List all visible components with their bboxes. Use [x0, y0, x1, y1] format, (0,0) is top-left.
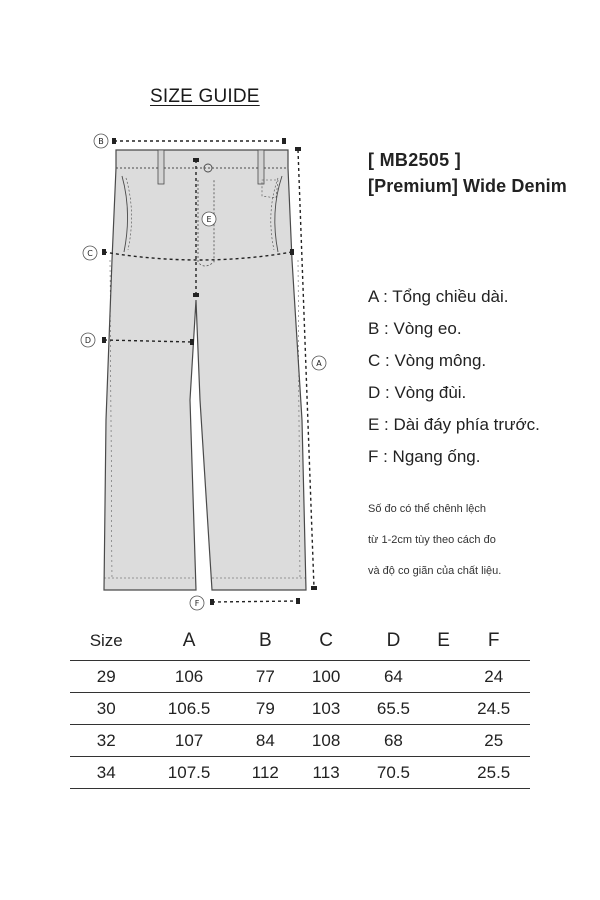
legend-item-a: A : Tổng chiều dài.	[368, 287, 509, 306]
cell-a: 106	[142, 661, 235, 693]
cell-b: 79	[236, 693, 295, 725]
cell-d: 65.5	[357, 693, 429, 725]
legend-item-b: B : Vòng eo.	[368, 319, 462, 338]
product-name: [Premium] Wide Denim	[368, 176, 567, 196]
cell-a: 106.5	[142, 693, 235, 725]
marker-a: A	[316, 359, 322, 368]
cell-e	[430, 661, 458, 693]
legend-item-d: D : Vòng đùi.	[368, 383, 467, 402]
cell-f: 24.5	[457, 693, 530, 725]
header-e: E	[437, 630, 450, 651]
cell-f: 25.5	[457, 757, 530, 789]
cell-f: 25	[457, 725, 530, 757]
cell-b: 112	[236, 757, 295, 789]
measure-f	[190, 596, 300, 610]
table-row	[70, 725, 530, 757]
header-f: F	[487, 630, 500, 651]
legend-item-f: F : Ngang ống.	[368, 447, 481, 466]
table-row	[70, 757, 530, 789]
marker-b: B	[98, 137, 104, 146]
cell-a: 107.5	[142, 757, 235, 789]
cell-size: 29	[70, 661, 142, 693]
cell-e	[430, 693, 458, 725]
cell-c: 100	[295, 661, 357, 693]
header-size: Size	[89, 631, 123, 650]
cell-c: 113	[295, 757, 357, 789]
cell-size: 30	[70, 693, 142, 725]
cell-b: 84	[236, 725, 295, 757]
header-c: C	[319, 630, 333, 651]
cell-e	[430, 757, 458, 789]
cell-a: 107	[142, 725, 235, 757]
note-line: Số đo có thể chênh lệch	[368, 503, 487, 515]
cell-size: 32	[70, 725, 142, 757]
cell-f: 24	[457, 661, 530, 693]
cell-d: 64	[357, 661, 429, 693]
marker-d: D	[84, 336, 92, 345]
header-a: A	[182, 630, 196, 651]
cell-d: 68	[357, 725, 429, 757]
cell-c: 108	[295, 725, 357, 757]
cell-size: 34	[70, 757, 142, 789]
cell-c: 103	[295, 693, 357, 725]
table-row	[70, 661, 530, 693]
cell-b: 77	[236, 661, 295, 693]
page-title: SIZE GUIDE	[150, 86, 260, 107]
marker-e: E	[206, 215, 212, 224]
table-header-row	[70, 622, 530, 661]
note-line: từ 1-2cm tùy theo cách đo	[368, 534, 496, 546]
product-code: [ MB2505 ]	[368, 150, 462, 170]
legend-item-c: C : Vòng mông.	[368, 351, 487, 370]
note-line: và độ co giãn của chất liệu.	[368, 565, 502, 577]
cell-d: 70.5	[357, 757, 429, 789]
measurement-note	[368, 502, 501, 595]
marker-f: F	[194, 599, 200, 608]
table-row	[70, 693, 530, 725]
legend-item-e: E : Dài đáy phía trước.	[368, 415, 540, 434]
measure-b	[94, 134, 286, 148]
header-b: B	[259, 630, 272, 651]
cell-e	[430, 725, 458, 757]
header-d: D	[386, 630, 401, 651]
size-table	[70, 622, 530, 789]
marker-c: C	[87, 249, 93, 258]
measurement-legend	[368, 286, 540, 478]
